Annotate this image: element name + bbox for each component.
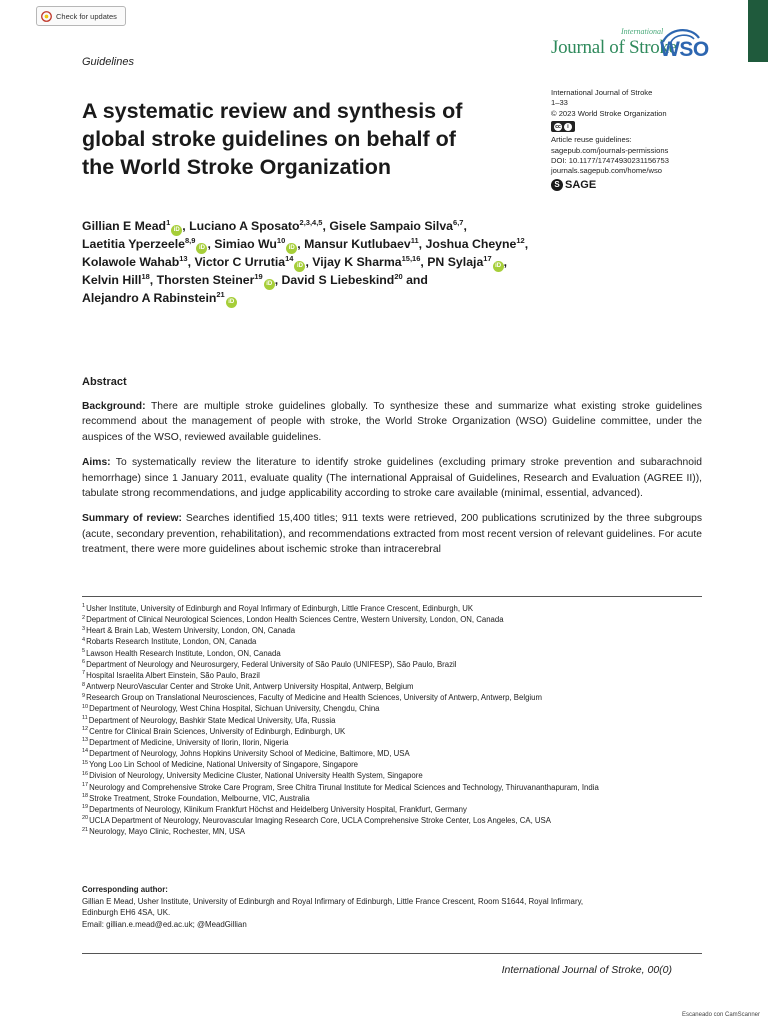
meta-reuse-label: Article reuse guidelines: [551, 135, 632, 145]
affiliation-text: Neurology, Mayo Clinic, Rochester, MN, USA [89, 827, 245, 837]
abstract-aims [82, 455, 702, 502]
affiliation-number: 6 [82, 659, 86, 666]
scanner-watermark: Escaneado con CamScanner [681, 1012, 760, 1018]
author-separator: , [463, 219, 467, 233]
orcid-icon[interactable]: iD [264, 279, 275, 290]
abstract-heading: Abstract [82, 376, 127, 388]
affiliation-number: 2 [82, 614, 86, 621]
author-affiliation-ref: 14 [285, 253, 294, 263]
author-name [425, 237, 528, 251]
author-name-text: PN Sylaja [427, 255, 484, 269]
author-affiliation-ref: 8,9 [185, 235, 196, 245]
journal-logo [551, 24, 711, 72]
affiliation-item [82, 703, 702, 714]
affiliation-text: Department of Neurology and Neurosurgery, Federal University of São Paulo (UNIFESP), São Paulo, Brazil [86, 659, 457, 669]
author-separator: , [274, 273, 282, 287]
author-affiliation-ref: 18 [141, 271, 150, 281]
affiliation-text: Stroke Treatment, Stroke Foundation, Melbourne, VIC, Australia [89, 793, 310, 803]
author-affiliation-ref: 17 [483, 253, 492, 263]
sage-logo [551, 179, 731, 191]
author-separator: , [187, 255, 195, 269]
affiliation-text: Department of Medicine, University of Ilorin, Ilorin, Nigeria [89, 737, 289, 747]
author-name [304, 237, 425, 251]
affiliation-text: Antwerp NeuroVascular Center and Stroke Unit, Antwerp University Hospital, Antwerp, Belgium [86, 682, 414, 692]
abstract-section-label: Summary of review: [82, 512, 182, 524]
footer-journal-issue: International Journal of Stroke, 00(0) [501, 964, 672, 976]
affiliation-text: Robarts Research Institute, London, ON, Canada [86, 637, 257, 647]
author-name-text: Gillian E Mead [82, 219, 167, 233]
author-name [157, 273, 282, 287]
affiliation-text: Neurology and Comprehensive Stroke Care Program, Sree Chitra Tirunal Institute for Medical Sciences and Technology, Thiruvananthapuram, India [89, 782, 599, 792]
author-name [82, 291, 237, 305]
author-separator: , [305, 255, 313, 269]
affiliation-text: UCLA Department of Neurology, Neurovascular Imaging Research Core, UCLA Comprehensive Stroke Center, Los Angeles, CA, USA [89, 815, 551, 825]
meta-journal-link[interactable]: journals.sagepub.com/home/wso [551, 166, 663, 176]
author-name [189, 219, 329, 233]
affiliation-number: 3 [82, 625, 86, 632]
meta-pages: 1–33 [551, 98, 568, 108]
author-name-text: Luciano A Sposato [189, 219, 300, 233]
author-affiliation-ref: 6,7 [453, 217, 464, 227]
affiliation-number: 15 [82, 759, 89, 766]
affiliation-list [82, 603, 702, 837]
author-name-text: Kelvin Hill [82, 273, 142, 287]
cc-icon: cc [555, 123, 561, 130]
abstract-summary [82, 511, 702, 558]
author-name [312, 255, 427, 269]
abstract-section-text: To systematically review the literature to identify stroke guidelines (excluding primary stroke prevention and subarachnoid hemorrhage) since 1 January 2011, evaluate quality (The international Appraisal of Guidelines, Research and Evaluation (AGREE II)), tabulate strong recommendations, and judge applicability according to stroke care available (minimal, essential, advanced). [82, 456, 702, 500]
author-name-text: Thorsten Steiner [156, 273, 255, 287]
author-affiliation-ref: 19 [254, 271, 263, 281]
author-name [329, 219, 467, 233]
affiliation-item [82, 636, 702, 647]
author-separator: , [182, 219, 190, 233]
affiliation-text: Department of Neurology, Bashkir State Medical University, Ufa, Russia [88, 715, 336, 725]
affiliation-number: 7 [82, 670, 86, 677]
orcid-icon[interactable]: iD [286, 243, 297, 254]
affiliation-item [82, 748, 702, 759]
affiliation-text: Yong Loo Lin School of Medicine, National University of Singapore, Singapore [89, 760, 358, 770]
author-separator: , [524, 237, 529, 251]
author-affiliation-ref: 20 [394, 271, 403, 281]
affiliations-divider [82, 596, 702, 597]
author-affiliation-ref: 12 [516, 235, 525, 245]
affiliation-item [82, 826, 702, 837]
author-name [82, 273, 157, 287]
affiliation-text: Hospital Israelita Albert Einstein, São Paulo, Brazil [86, 670, 260, 680]
abstract-background [82, 399, 702, 446]
affiliation-item [82, 793, 702, 804]
abstract-section-text: Searches identified 15,400 titles; 911 texts were retrieved, 200 publications scrutinized by the three subgroups (acute, secondary prevention, rehabilitation), and recommendations extracted from most recent version of relevant guidelines. For acute treatment, there were more guidelines about ischemic stroke than intracerebral [82, 512, 702, 556]
corresponding-author-email[interactable]: Email: gillian.e.mead@ed.ac.uk; @MeadGillian [82, 919, 247, 929]
author-separator: , [297, 237, 305, 251]
affiliation-item [82, 804, 702, 815]
author-affiliation-ref: 21 [216, 289, 225, 299]
affiliation-number: 19 [82, 804, 89, 811]
author-name-text: Mansur Kutlubaev [304, 237, 411, 251]
corresponding-author-address: Gillian E Mead, Usher Institute, University of Edinburgh and Royal Infirmary of Edinburgh, Little France Crescent, Room S1644, Royal Infirmary, [82, 896, 584, 906]
article-metadata [551, 88, 731, 191]
affiliation-number: 16 [82, 770, 89, 777]
affiliation-number: 14 [82, 748, 89, 755]
abstract [82, 375, 702, 567]
author-affiliation-ref: 1 [166, 217, 171, 227]
journal-color-bar [748, 0, 768, 62]
author-name [82, 219, 189, 233]
abstract-section-text: There are multiple stroke guidelines globally. To synthesize these and summarize what existing stroke guidelines recommend about the management of people with stroke, the World Stroke Organization (WSO) Guideline committee, under the auspices of the WSO, reviewed available guidelines. [82, 400, 702, 444]
author-name-text: David S Liebeskind [281, 273, 395, 287]
affiliation-number: 1 [82, 603, 86, 610]
meta-reuse-link[interactable]: sagepub.com/journals-permissions [551, 145, 669, 155]
check-for-updates-button[interactable] [36, 6, 126, 26]
author-name-text: Joshua Cheyne [425, 237, 517, 251]
affiliation-number: 21 [82, 826, 89, 833]
affiliation-text: Heart & Brain Lab, Western University, London, ON, Canada [86, 626, 296, 636]
author-name [194, 255, 312, 269]
affiliation-number: 18 [82, 793, 89, 800]
author-name [82, 255, 194, 269]
affiliation-number: 9 [82, 692, 86, 699]
affiliation-text: Lawson Health Research Institute, London, ON, Canada [86, 648, 281, 658]
affiliation-item [82, 692, 702, 703]
corresponding-author-address-cont: Edinburgh EH6 4SA, UK. [82, 908, 171, 918]
author-affiliation-ref: 10 [276, 235, 286, 245]
affiliation-number: 12 [82, 726, 89, 733]
affiliation-number: 20 [82, 815, 89, 822]
orcid-icon[interactable]: iD [294, 261, 305, 272]
affiliation-number: 10 [82, 703, 89, 710]
affiliation-text: Centre for Clinical Brain Sciences, University of Edinburgh, Edinburgh, UK [89, 726, 346, 736]
author-separator: , [503, 255, 508, 269]
wso-logo-text: WSO [660, 38, 709, 61]
affiliation-number: 4 [82, 636, 86, 643]
author-name-text: Victor C Urrutia [194, 255, 286, 269]
author-separator: , [149, 273, 157, 287]
affiliation-item [82, 759, 702, 770]
corresponding-author [82, 884, 692, 930]
author-separator: , [418, 237, 426, 251]
affiliation-number: 11 [82, 714, 88, 721]
affiliation-text: Department of Neurology, Johns Hopkins University School of Medicine, Baltimore, MD, USA [89, 749, 410, 759]
affiliation-text: Usher Institute, University of Edinburgh and Royal Infirmary of Edinburgh, Little France Crescent, Edinburgh, UK [86, 604, 474, 613]
affiliation-text: Division of Neurology, University Medicine Cluster, National University Health System, Singapore [89, 771, 423, 781]
check-updates-label: Check for updates [56, 11, 117, 21]
author-name-text: Vijay K Sharma [312, 255, 402, 269]
author-separator: , [207, 237, 215, 251]
affiliation-item [82, 681, 702, 692]
author-affiliation-ref: 13 [179, 253, 188, 263]
author-name [282, 273, 428, 287]
author-affiliation-ref: 2,3,4,5 [299, 217, 323, 227]
sage-mark-icon: S [551, 179, 563, 191]
author-affiliation-ref: 15,16 [401, 253, 421, 263]
article-title: A systematic review and synthesis of global stroke guidelines on behalf of the World Stroke Organization [82, 99, 463, 179]
meta-doi[interactable]: DOI: 10.1177/17474930231156753 [551, 156, 669, 166]
author-list [82, 218, 562, 308]
check-updates-icon [41, 11, 52, 22]
journal-logo-name: Journal of Stroke [551, 37, 677, 58]
affiliation-number: 5 [82, 648, 86, 655]
orcid-icon[interactable]: iD [493, 261, 504, 272]
author-name-text: Alejandro A Rabinstein [82, 291, 217, 305]
orcid-icon[interactable]: iD [226, 297, 237, 308]
author-name [427, 255, 507, 269]
affiliation-item [82, 815, 702, 826]
sage-logo-text: SAGE [565, 178, 597, 191]
affiliation-item [82, 659, 702, 670]
author-name-text: Gisele Sampaio Silva [329, 219, 454, 233]
abstract-section-label: Aims: [82, 456, 111, 468]
author-name-text: Laetitia Yperzeele [82, 237, 185, 251]
author-name [82, 237, 214, 251]
affiliation-item [82, 625, 702, 636]
author-name [214, 237, 304, 251]
orcid-icon[interactable]: iD [171, 225, 182, 236]
affiliation-text: Research Group on Translational Neurosciences, Faculty of Medicine and Health Sciences, University of Antwerp, Antwerp, Belgium [86, 693, 542, 703]
affiliation-item [82, 726, 702, 737]
affiliation-text: Departments of Neurology, Klinikum Frankfurt Höchst and Heidelberg University Hospital, Frankfurt, Germany [89, 804, 467, 814]
affiliation-item [82, 737, 702, 748]
footer-divider [82, 953, 702, 954]
journal-logo-international: International [621, 27, 664, 36]
author-separator: and [402, 273, 428, 287]
affiliation-number: 8 [82, 681, 86, 688]
affiliation-text: Department of Neurology, West China Hospital, Sichuan University, Chengdu, China [89, 704, 380, 714]
affiliation-item [82, 614, 702, 625]
attribution-icon: i [564, 123, 572, 131]
author-name-text: Kolawole Wahab [82, 255, 180, 269]
cc-license-icon[interactable] [551, 121, 575, 132]
affiliation-item [82, 715, 702, 726]
author-affiliation-ref: 11 [410, 235, 419, 245]
affiliation-item [82, 670, 702, 681]
affiliation-item [82, 770, 702, 781]
affiliation-item [82, 603, 702, 614]
affiliation-item [82, 782, 702, 793]
author-separator: , [322, 219, 330, 233]
corresponding-author-heading: Corresponding author: [82, 885, 168, 894]
meta-copyright: © 2023 World Stroke Organization [551, 108, 667, 118]
affiliation-item [82, 648, 702, 659]
meta-journal: International Journal of Stroke [551, 88, 653, 97]
abstract-section-label: Background: [82, 400, 146, 412]
affiliation-number: 13 [82, 737, 89, 744]
affiliation-number: 17 [82, 781, 89, 788]
section-label: Guidelines [82, 56, 134, 68]
affiliation-text: Department of Clinical Neurological Sciences, London Health Sciences Centre, Western University, London, ON, Canada [86, 615, 504, 625]
orcid-icon[interactable]: iD [196, 243, 207, 254]
author-separator: , [420, 255, 428, 269]
author-name-text: Simiao Wu [214, 237, 277, 251]
